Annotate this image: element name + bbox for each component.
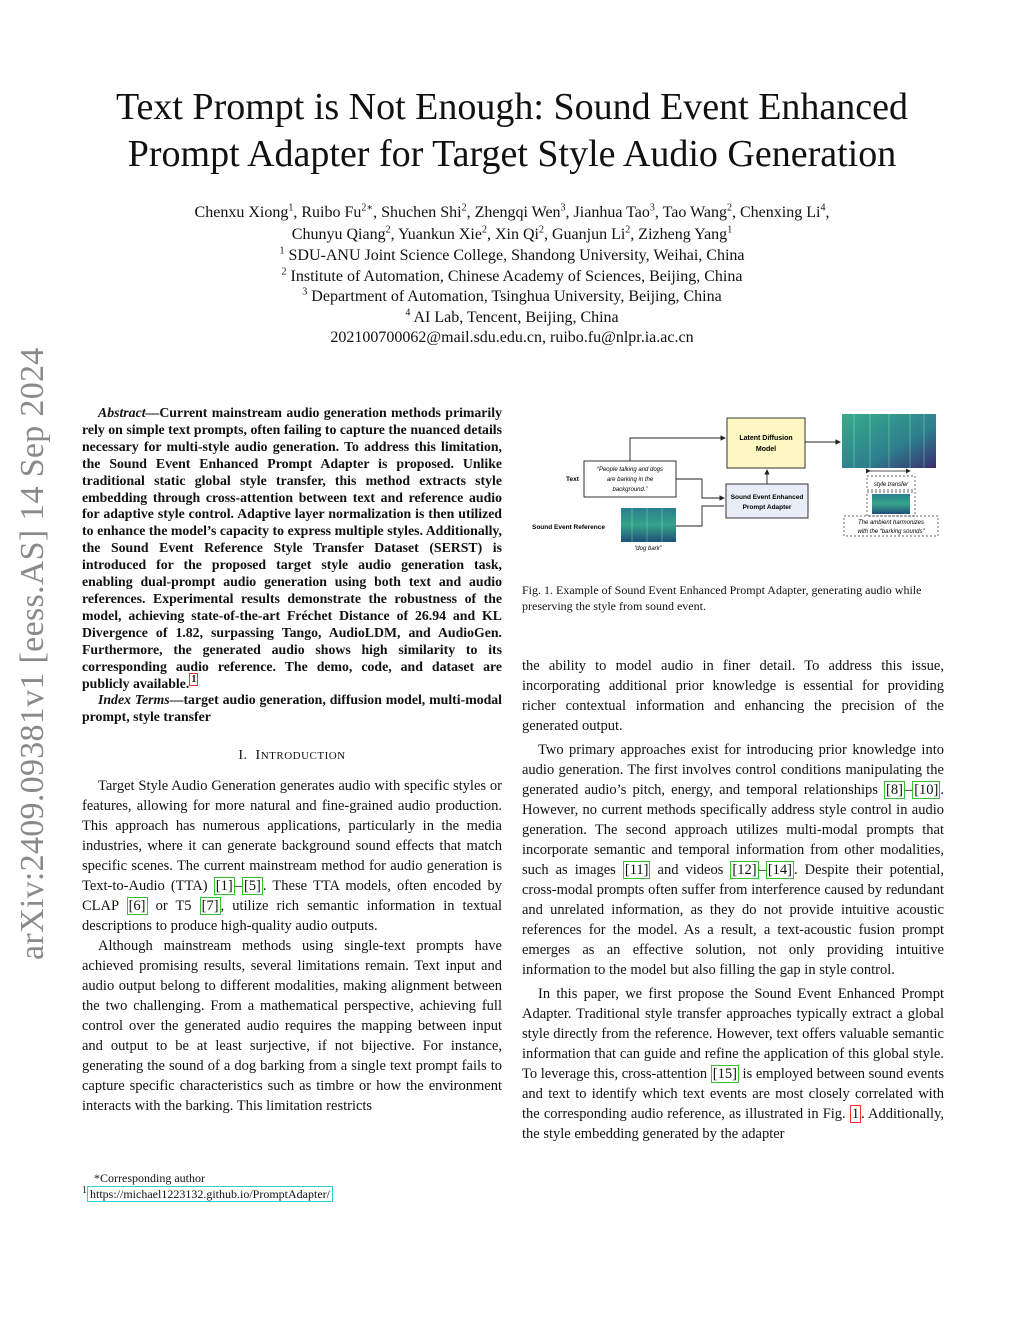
right-paragraph-3: In this paper, we first propose the Sound Event Enhanced Prompt Adapter. Traditional style transfer approaches typically extract a global style directly from the reference. However, text offers valuable semantic information that can guide and refine the application of this global style. To leverage this, cross-attention [15] is employed between sound events and text to identify which text events are most closely correlated with the corresponding audio reference, as illustrated in Fig. 1 . Additionally, the style embedding generated by the adapter [522, 986, 945, 1142]
svg-text:Prompt Adapter: Prompt Adapter [742, 504, 792, 511]
latent-diffusion-box [727, 418, 805, 468]
citation-link[interactable]: [12] [732, 862, 757, 878]
index-terms: Index Terms—target audio generation, diffusion model, multi-modal prompt, style transfer [82, 692, 502, 725]
author: Jianhua Tao [573, 204, 650, 221]
author-emails: 202100700062@mail.sdu.edu.cn, ruibo.fu@nlpr.ia.ac.cn [330, 329, 694, 346]
author: Tao Wang [662, 204, 727, 221]
left-column [82, 405, 502, 1116]
abstract-label: Abstract [98, 405, 146, 420]
svg-text:“People talking and dogs: “People talking and dogs [596, 467, 664, 473]
latent-diffusion-label: Latent Diffusion [739, 435, 793, 442]
text-input-label: Text [566, 476, 579, 483]
citation-link[interactable]: [11] [624, 862, 649, 878]
right-paragraph-2: Two primary approaches exist for introducing prior knowledge into audio generation. The first involves control conditions manipulating the generated audio’s pitch, energy, and temporal relationships [8] – [10] . However, no current methods specifically address style control in audio generation. The second approach utilizes multi-modal prompts that incorporate semantic and temporal information from other modalities, such as images [11] and videos [12] – [14] . Despite their potential, cross-modal prompts often suffer from interference caused by redundant and unrelated information, as they do not provide intuitive acoustic references for the model. As a result, a text-acoustic fusion prompt emerges as an effective solution, not only providing intuitive information to the model but also filling the gap in style control. [522, 742, 944, 978]
author: Xin Qi [494, 226, 539, 243]
affiliation: $^1$ SDU-ANU Joint Science College, Shandong University, Weihai, China [279, 245, 745, 264]
abstract: Abstract—Current mainstream audio generation methods primarily rely on simple text prompts, often failing to capture the nuanced details necessary for multi-style audio generation. To address this limitation, the Sound Event Enhanced Prompt Adapter is proposed. Unlike traditional static global style transfer, this method extracts style embedding through cross-attention between text and reference audio for adaptive style control. Adaptive layer normalization is then utilized to enhance the model’s capacity to express multiple styles. Additionally, the Sound Event Reference Style Transfer Dataset (SERST) is introduced for the proposed target style audio generation task, enabling dual-prompt audio generation using both text and audio references. Experimental results demonstrate the robustness of the model, achieving state-of-the-art Fréchet Distance of 26.94 and KL Divergence of 1.82, surpassing Tango, AudioLDM, and AudioGen. Furthermore, the generated audio shows high similarity to its corresponding audio reference. The demo, code, and dataset are publicly available. $^1$ [82, 405, 502, 691]
svg-text:Model: Model [755, 446, 777, 453]
author: Zhengqi Wen [474, 204, 561, 221]
figure-1-caption: Fig. 1. Example of Sound Event Enhanced Prompt Adapter, generating audio while preserving the style from sound event. [522, 583, 922, 613]
citation-link[interactable]: [8] [886, 782, 903, 798]
sound-event-reference-label: Sound Event Reference [532, 524, 605, 531]
reference-spectrogram [621, 508, 676, 542]
author: Ruibo Fu [301, 204, 362, 221]
style-patch [872, 494, 910, 514]
citation-link[interactable]: [14] [767, 862, 793, 878]
intro-paragraph-2: Although mainstream methods using single-text prompts have achieved promising results, several limitations remain. Text input and audio output belong to different modalities, making alignment between the two challenging. From a mathematical perspective, achieving full control over the generated audio requires the mapping between input and output to be at least surjective, if not bijective. For instance, generating the sound of a dog barking from a single text prompt fails to capture specific characteristics such as timbre or how the environment interacts with the barking. This limitation restricts [82, 938, 502, 1115]
figure-ref-link[interactable]: 1 [851, 1106, 860, 1122]
author: Chenxing Li [740, 204, 821, 221]
right-column [522, 656, 944, 1144]
author: Zizheng Yang [638, 226, 728, 243]
citation-link[interactable]: [7] [201, 898, 219, 915]
section-heading-introduction: I. INTRODUCTION [238, 748, 346, 764]
ambient-note: The ambient harmonizes [857, 520, 925, 526]
author: Chenxu Xiong [194, 204, 289, 221]
citation-link[interactable]: [6] [128, 898, 146, 915]
svg-text:are barking in the: are barking in the [606, 477, 654, 483]
author: Guanjun Li [551, 226, 626, 243]
affiliation: $^2$ Institute of Automation, Chinese Academy of Sciences, Beijing, China [281, 266, 743, 285]
svg-text:with the “barking sounds”: with the “barking sounds” [857, 529, 925, 535]
author: Chunyu Qiang [291, 226, 386, 243]
intro-paragraph-1: Target Style Audio Generation generates audio with specific styles or features, allowing for more natural and fine-grained audio production. This approach has numerous applications, particularly in the media industries, where it can generate background sound effects that match specific scenes. The current mainstream method for audio generation is Text-to-Audio (TTA) [1] – [5] . These TTA models, often encoded by CLAP [6] or T5 [7] , utilize rich semantic information in textual descriptions to produce high-quality audio outputs. [82, 778, 502, 935]
affiliation: $^3$ Department of Automation, Tsinghua University, Beijing, China [302, 286, 722, 305]
author-list: Chenxu Xiong$^1$, Ruibo $Fu^{2∗}$, Shuchen Shi$^2$, Zhengqi Wen$^3$, Jianhua Tao$^3$, Tao Wang$^2$, Chenxing Li$^4$, Chunyu Qiang$^2$, Yuankun Xie$^2$, Xin Qi$^2$, Guanjun Li$^2$, Zizheng Yang$^1$ [194, 202, 830, 243]
author: Yuankun Xie [397, 226, 482, 243]
right-paragraph-1: the ability to model audio in finer detail. To address this issue, incorporating additional prior knowledge is essential for providing richer contextual information and enhancing the precision of the generated output. [522, 658, 944, 734]
adapter-label: Sound Event Enhanced [730, 494, 804, 501]
corresponding-note: *Corresponding author [94, 1171, 205, 1185]
project-url-link[interactable]: https://michael1223132.github.io/PromptAdapter/ [87, 1186, 333, 1202]
citation-link[interactable]: [10] [914, 782, 939, 798]
footnotes: *Corresponding author $^1$ https://michael1223132.github.io/PromptAdapter/ [82, 1170, 502, 1202]
affiliations [60, 246, 964, 349]
citation-link[interactable]: [5] [243, 878, 261, 895]
style-transfer-label: style transfer [873, 482, 909, 488]
svg-text:background.”: background.” [612, 487, 648, 493]
arxiv-identifier: arXiv:2409.09381v1 [eess.AS] 14 Sep 2024 [14, 347, 51, 960]
dog-bark-label: “dog bark” [634, 546, 662, 552]
citation-link[interactable]: [15] [712, 1066, 737, 1082]
adapter-box [726, 484, 808, 518]
figure-1 [522, 408, 950, 568]
affiliation: $^4$ AI Lab, Tencent, Beijing, China [405, 307, 619, 326]
footnote-link[interactable]: 1 [191, 673, 197, 685]
citation-link[interactable]: [1] [215, 878, 233, 895]
author: Shuchen Shi [381, 204, 462, 221]
paper-title: Text Prompt is Not Enough: Sound Event Enhanced Prompt Adapter for Target Style Audio Generation [115, 86, 909, 175]
